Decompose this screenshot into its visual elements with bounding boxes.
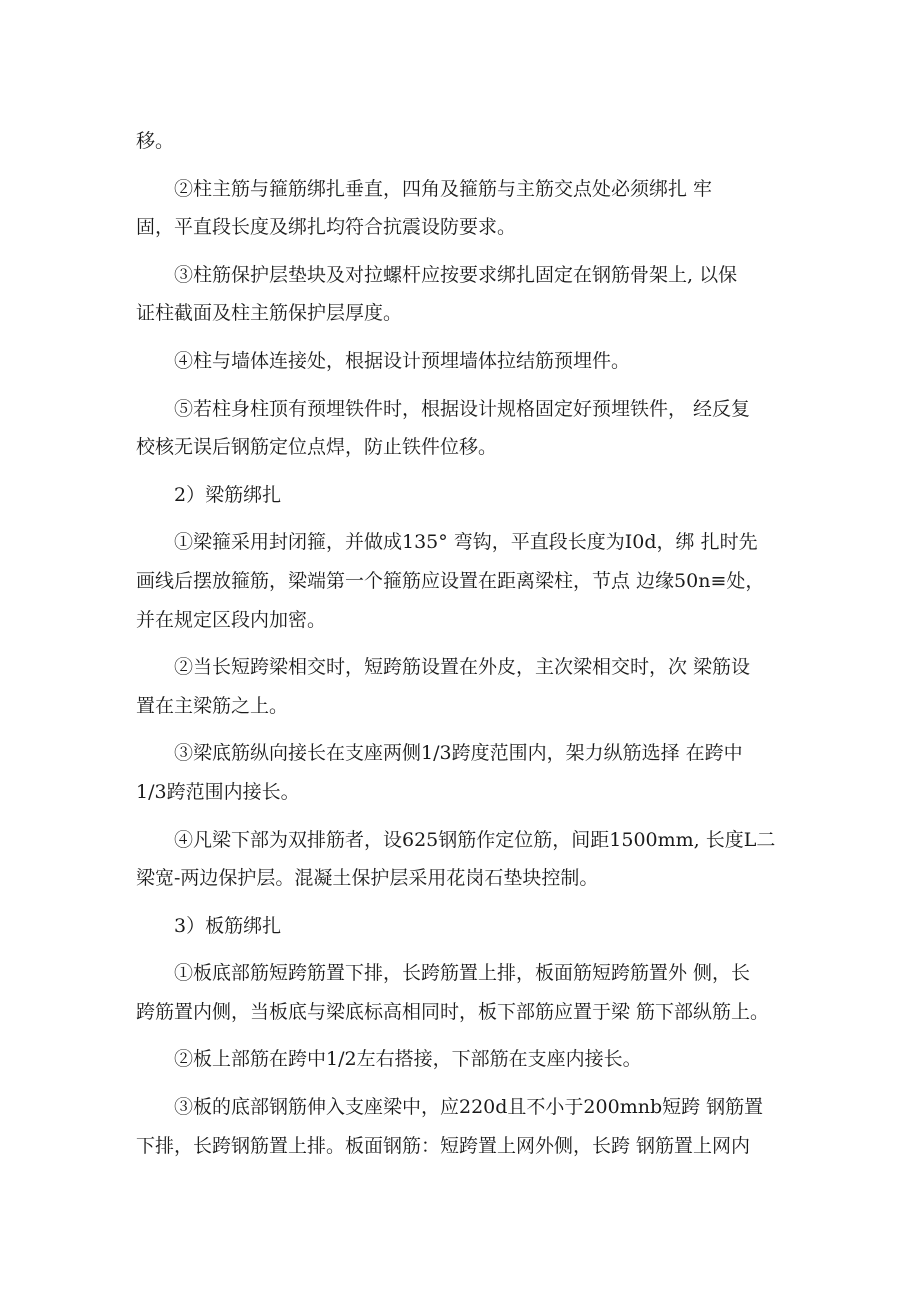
paragraph-line: ②柱主筋与箍筋绑扎垂直，四角及箍筋与主筋交点处必须绑扎 牢: [174, 177, 713, 200]
paragraph: [136, 821, 786, 898]
paragraph-line: 画线后摆放箍筋，梁端第一个箍筋应设置在距离梁柱，节点 边缘50n≡处，: [136, 569, 765, 592]
paragraph: [136, 734, 786, 811]
paragraph-line: ③梁底筋纵向接长在支座两侧1/3跨度范围内，架力纵筋选择 在跨中: [174, 742, 743, 765]
document-body: [136, 122, 786, 1174]
paragraph-line: ③板的底部钢筋伸入支座梁中，应220d且不小于200mnb短跨 钢筋置: [174, 1096, 764, 1119]
paragraph: [136, 170, 786, 247]
paragraph-line: ①梁箍采用封闭箍，并做成135° 弯钩，平直段长度为I0d，绑 扎时先: [174, 531, 758, 554]
paragraph-line: 3）板筋绑扎: [174, 914, 282, 937]
paragraph: [136, 390, 786, 467]
paragraph-line: 固，平直段长度及绑扎均符合抗震设防要求。: [136, 216, 517, 239]
paragraph: [136, 1088, 786, 1165]
paragraph-line: 移。: [136, 130, 175, 152]
paragraph: [136, 1040, 786, 1079]
paragraph-line: ②当长短跨梁相交时，短跨筋设置在外皮，主次梁相交时，次 梁筋设: [174, 656, 751, 679]
paragraph: [136, 954, 786, 1031]
paragraph: [136, 342, 786, 381]
paragraph: [136, 122, 786, 161]
paragraph: [136, 476, 786, 515]
paragraph-line: 证柱截面及柱主筋保护层厚度。: [136, 302, 403, 325]
paragraph: [136, 523, 786, 639]
paragraph: [136, 256, 786, 333]
paragraph-line: 1/3跨范围内接长。: [136, 780, 300, 803]
paragraph-line: 并在规定区段内加密。: [136, 608, 327, 631]
paragraph: [136, 648, 786, 725]
paragraph-line: ④柱与墙体连接处，根据设计预埋墙体拉结筋预埋件。: [174, 349, 631, 372]
paragraph-line: 2）梁筋绑扎: [174, 483, 282, 506]
paragraph-line: ⑤若柱身柱顶有预埋铁件时，根据设计规格固定好预埋铁件， 经反复: [174, 397, 751, 420]
paragraph-line: 梁宽-两边保护层。混凝土保护层采用花岗石垫块控制。: [136, 867, 599, 890]
paragraph-line: ④凡梁下部为双排筋者，设625钢筋作定位筋，间距1500mm, 长度L二: [174, 828, 776, 851]
paragraph-line: ③柱筋保护层垫块及对拉螺杆应按要求绑扎固定在钢筋骨架上, 以保: [174, 263, 738, 286]
paragraph-line: 置在主梁筋之上。: [136, 694, 289, 717]
paragraph-line: ①板底部筋短跨筋置下排，长跨筋置上排，板面筋短跨筋置外 侧，长: [174, 962, 751, 985]
paragraph-line: 跨筋置内侧，当板底与梁底标高相同时，板下部筋应置于梁 筋下部纵筋上。: [136, 1000, 770, 1023]
paragraph: [136, 907, 786, 946]
paragraph-line: 校核无误后钢筋定位点焊，防止铁件位移。: [136, 436, 498, 459]
paragraph-line: 下排，长跨钢筋置上排。板面钢筋：短跨置上网外侧，长跨 钢筋置上网内: [136, 1134, 751, 1157]
paragraph-line: ②板上部筋在跨中1/2左右搭接，下部筋在支座内接长。: [174, 1048, 642, 1071]
